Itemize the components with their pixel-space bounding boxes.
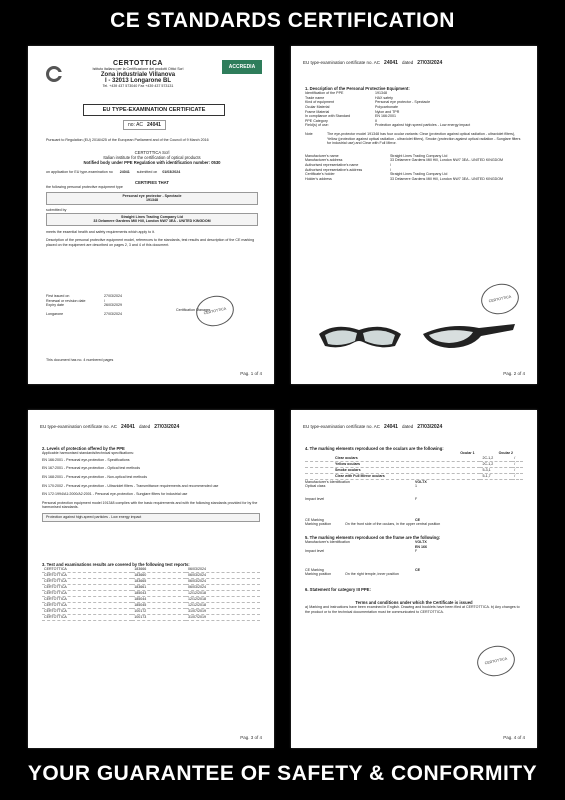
header-no: 24041 xyxy=(384,60,398,66)
place-label: Longarone xyxy=(46,311,64,316)
frame-impact-row xyxy=(305,549,523,554)
page-header xyxy=(303,424,446,430)
ppe-field-value: Polycarbonate xyxy=(375,104,398,109)
manufacturer-label: Authorised representative's name xyxy=(305,162,359,167)
manufacturer-label: Certificate's holder xyxy=(305,172,335,177)
header-date: 27/03/2024 xyxy=(417,424,443,430)
ppe-field-label: Identification of the PPE xyxy=(305,91,344,96)
ppe-description xyxy=(305,86,523,181)
manufacturer-label: Authorised representative's address xyxy=(305,167,363,172)
note-text: The eye-protector model 191348 has four ocular variants: Clear (protection against optical radiation - ultraviolet filters), Yellow (protection against optical radiation - ultraviolet filters), Smoke (protection against optical radiation - Sunglare filters for industrial use) and Clear with Full Mirror. xyxy=(327,131,521,146)
terms-title: Terms and conditions under which the Certificate is issued xyxy=(355,600,473,606)
issuer-block xyxy=(46,150,258,166)
test-report-date: 06/03/2024 xyxy=(186,578,260,584)
org-name: CERTOTTICA xyxy=(113,60,163,67)
header-no: 24041 xyxy=(384,424,398,430)
notified-body: Notified body under PPE Regulation with identification number: 0530 xyxy=(83,160,221,166)
certifies-heading: CERTIFIES THAT xyxy=(135,180,169,185)
page-header xyxy=(40,424,183,430)
manufacturer-value: / xyxy=(390,162,391,167)
standards-list xyxy=(42,458,260,497)
test-report-no: 185044 xyxy=(132,596,186,602)
header-date: 27/03/2024 xyxy=(154,424,180,430)
submitted-date: 01/03/2024 xyxy=(162,170,181,174)
manufacturer-value: 33 Delamere Gardens Mill Hill, London NW7 3EA - UNITED KINGDOM xyxy=(390,158,504,163)
variants-table xyxy=(305,456,523,480)
org-address: I - 32013 Longarone BL xyxy=(104,77,171,84)
place-row xyxy=(46,312,146,317)
test-reports-table xyxy=(42,567,260,621)
manufacturer-label: Manufacturer's name xyxy=(305,153,339,158)
manufacturer-row xyxy=(305,177,523,182)
certificate-page-3 xyxy=(28,410,274,748)
test-report-lab: CERTOTTICA xyxy=(42,578,132,584)
variant-name: Smoke oculars xyxy=(305,467,480,473)
section-2-title: 2. Levels of protection offered by the PPE xyxy=(42,446,125,451)
renewal-label: Renewal or revision date xyxy=(46,298,86,303)
company-address: 33 Delamere Gardens Mill Hill, London NW7 3EA - UNITED KINGDOM xyxy=(93,219,211,224)
header-no: 24041 xyxy=(121,424,135,430)
test-report-lab: CERTOTTICA xyxy=(42,590,132,596)
test-report-no: 183660 xyxy=(132,572,186,578)
ppe-field-label: In compliance with Standard xyxy=(305,114,351,119)
test-report-date: 31/07/2019 xyxy=(186,614,260,620)
certificate-page-4 xyxy=(291,410,537,748)
manufacturer-label: Manufacturer's address xyxy=(305,158,343,163)
manufacturer-value: Straight Lines Trading Company Ltd xyxy=(390,172,448,177)
optical-class-row xyxy=(305,484,523,489)
standard-item: EN 166:2001 - Personal eye-protection - Specifications xyxy=(42,457,130,462)
page-number: Pag. 4 of 4 xyxy=(503,735,525,740)
impact-row xyxy=(305,497,523,502)
certifies-sub: the following personal protective equipment type xyxy=(46,185,123,190)
frame-impact-label: Impact level xyxy=(305,549,325,554)
app-no: 24041 xyxy=(119,170,130,174)
section-6-title: 6. Statement for category III PPE: xyxy=(305,586,371,592)
test-report-date: 31/07/2019 xyxy=(186,608,260,614)
test-report-no: 185043 xyxy=(132,590,186,596)
test-report-lab: CERTOTTICA xyxy=(42,572,132,578)
ppe-field-value: Personal eye protector - Spectacle xyxy=(375,100,431,105)
frame-pos-row xyxy=(305,572,523,577)
test-report-lab: CERTOTTICA xyxy=(42,584,132,590)
accredia-logo: ACCREDIA xyxy=(222,60,262,74)
test-report-no: 100172 xyxy=(132,608,186,614)
company-box xyxy=(46,213,258,226)
ppe-field-value: EN 166:2001 xyxy=(375,114,396,119)
test-report-date: 12/12/2018 xyxy=(186,602,260,608)
standard-item: EN 168:2001 - Personal eye-protection - Non-optical test methods xyxy=(42,474,148,479)
ppe-field-label: Field(s) of use: xyxy=(305,123,329,128)
frame-pos-value: On the right temple, inner position xyxy=(345,572,399,577)
company-name: Straight Lines Trading Company Ltd xyxy=(121,214,183,219)
variant-ocular-1: 2C-1,2 xyxy=(480,456,512,462)
ce-value: CE xyxy=(415,517,420,522)
protection-box: Protection against high-speed particles - Low energy impact xyxy=(42,513,260,522)
ppe-field-value: Protection against high speed particles - Low energy impact xyxy=(375,123,471,128)
compliance-text: Personal protection equipment model 191348 complies with the basic requirements and with the following standards provided for by the harmonised standards. xyxy=(42,500,258,510)
frame-ce-label: CE Marking xyxy=(305,567,324,572)
manufacturer-value: / xyxy=(390,167,391,172)
variant-ocular-2: / xyxy=(512,467,523,473)
mfr-id-label: Manufacturer's Identification xyxy=(305,479,350,484)
note-row xyxy=(305,132,523,146)
test-report-no: 185045 xyxy=(132,602,186,608)
app-label: on application for EU type-examination no xyxy=(46,170,113,174)
header-dated: dated xyxy=(401,60,414,65)
signature-label: Certification Manager xyxy=(176,308,211,312)
variant-name: Clear oculars xyxy=(305,456,480,462)
page-number: Pag. 2 of 4 xyxy=(503,371,525,376)
optical-class-value: 1 xyxy=(415,484,417,489)
goggle-side-icon xyxy=(419,314,519,356)
ocular-2-header: Ocular 2 xyxy=(498,451,513,456)
renewal-value: / xyxy=(104,298,105,303)
application-line xyxy=(46,170,258,175)
mfr-id-value: VOLTX xyxy=(415,479,427,484)
goggle-front-icon xyxy=(315,316,405,356)
issuer-header xyxy=(78,60,198,88)
submitted-by-label: submitted by xyxy=(46,207,67,212)
product-box xyxy=(46,192,258,205)
ppe-field-label: Ocular Material xyxy=(305,104,330,109)
section-3-title: 3. Test and examinations results are covered by the following test reports: xyxy=(42,561,190,567)
page-number: Pag. 3 of 4 xyxy=(240,735,262,740)
certottica-stamp: CERTOTTICA xyxy=(474,642,517,679)
test-report-date: 06/03/2024 xyxy=(186,584,260,590)
header-date: 27/03/2024 xyxy=(417,60,443,66)
ppe-field-value: II xyxy=(375,118,377,123)
test-report-no: 100173 xyxy=(132,614,186,620)
description-text: Description of the personal protective equipment model, references to the standards, test results and description of the CE marking placed on the equipment are described on pages 2, 3 and 4 of this document. xyxy=(46,238,255,247)
ocular-1-header: Ocular 1 xyxy=(460,451,475,456)
manufacturer-fields xyxy=(305,154,523,182)
ppe-field-label: Kind of equipment xyxy=(305,100,334,105)
test-report-lab: CERTOTTICA xyxy=(42,567,132,573)
issuer-name: CERTOTTICA Scrl xyxy=(134,150,170,155)
certificate-number xyxy=(123,120,166,130)
variant-name: Yellow oculars xyxy=(305,461,480,467)
expiry-row xyxy=(46,303,146,308)
frame-impact-value: F xyxy=(415,549,418,554)
dates-block xyxy=(46,294,146,316)
frame-mfr-value: VOLTX xyxy=(415,539,427,544)
certificate-page-1 xyxy=(28,46,274,384)
note-label: Note xyxy=(305,131,313,136)
standard-item: EN 170:2002 - Personal eye-protection - Ultraviolet filters - Transmittance requirements and recommended use xyxy=(42,483,219,488)
header-label: EU type-examination certificate no. AC xyxy=(303,60,381,65)
ppe-field-value: Nylon and TPR xyxy=(375,109,400,114)
variant-ocular-1: 2C-1,2 xyxy=(480,461,512,467)
marking-pos-value: On the front side of the oculars, in the upper central position xyxy=(345,522,441,527)
ce-label: CE Marking xyxy=(305,517,324,522)
place-date: 27/03/2024 xyxy=(104,311,122,316)
variant-ocular-2: / xyxy=(512,473,523,479)
optical-class-label: Optical class xyxy=(305,484,326,489)
issuer-desc: Italian institute for the certification of optical products xyxy=(103,155,201,161)
expiry-label: Expiry date xyxy=(46,303,64,308)
marking-pos-row xyxy=(305,522,523,527)
variant-row xyxy=(305,473,523,479)
first-issued-label: First issued on xyxy=(46,294,70,298)
certificate-page-2 xyxy=(291,46,537,384)
test-report-date: 12/12/2018 xyxy=(186,596,260,602)
test-report-lab: CERTOTTICA xyxy=(42,602,132,608)
product-model: 191348 xyxy=(146,198,158,203)
test-report-lab: CERTOTTICA xyxy=(42,608,132,614)
manufacturer-label: Holder's address xyxy=(305,176,332,181)
marking-pos-label: Marking position xyxy=(305,522,332,527)
org-subtitle: Istituto italiano per la Certificazione dei prodotti Ottici Scrl xyxy=(92,67,184,71)
section-1-title: 1. Description of the Personal Protective Equipment: xyxy=(305,86,410,91)
test-report-date: 12/12/2018 xyxy=(186,590,260,596)
cert-no-value: 24041 xyxy=(147,122,161,128)
meets-text: meets the essential health and safety requirements which apply to it. xyxy=(46,229,155,234)
impact-value: F xyxy=(415,496,418,501)
pursuant-text: Pursuant to Regulation (EU) 2016/425 of the European Parliament and of the Council of 9 March 2016 xyxy=(46,138,209,142)
header-dated: dated xyxy=(138,424,151,429)
ppe-field-label: Trade name xyxy=(305,95,325,100)
variant-ocular-1: 5-1,7 xyxy=(480,473,512,479)
top-banner: CE STANDARDS CERTIFICATION xyxy=(110,9,455,32)
product-name: Personal eye protector - Spectacle xyxy=(122,193,182,198)
standard-item: EN 167:2001 - Personal eye-protection - Optical test methods xyxy=(42,466,141,471)
protection-levels xyxy=(42,446,260,621)
frame-ce-value: CE xyxy=(415,567,420,572)
ppe-field-label: PPE Category xyxy=(305,118,328,123)
ppe-fields xyxy=(305,91,523,128)
ppe-field-row xyxy=(305,123,523,128)
variant-ocular-1: 5-3,1 xyxy=(480,467,512,473)
impact-label: Impact level xyxy=(305,496,325,501)
frame-mfr-label: Manufacturer's Identification xyxy=(305,539,350,544)
test-report-row xyxy=(42,614,260,620)
marking-section xyxy=(305,446,523,615)
manufacturer-value: 33 Delamere Gardens Mill Hill, London NW7 3EA - UNITED KINGDOM xyxy=(390,176,504,181)
test-report-no: 183666 xyxy=(132,567,186,573)
ppe-field-value: 191348 xyxy=(375,91,387,96)
manufacturer-value: Straight Lines Trading Company Ltd xyxy=(390,153,448,158)
footer-note: This document has no. 4 numbered pages xyxy=(46,358,114,362)
first-issued-value: 27/03/2024 xyxy=(104,294,122,298)
org-zona: Zona industriale Villanova xyxy=(100,71,176,78)
section-5-title: 5. The marking elements reproduced on the frame are the following: xyxy=(305,534,441,540)
certottica-stamp: CERTOTTICA xyxy=(478,280,521,317)
test-report-no: 183665 xyxy=(132,578,186,584)
certottica-stamp: CERTOTTICA xyxy=(193,292,236,329)
frame-std-value: EN 166 xyxy=(415,544,427,549)
cert-no-label: no: AC xyxy=(128,122,144,128)
standard-item: EN 172:1994/A1:2000/A2:2001 - Personal eye-protection - Sunglare filters for industrial use xyxy=(42,492,188,497)
header-label: EU type-examination certificate no. AC xyxy=(303,424,381,429)
ppe-field-value: HAX safety xyxy=(375,95,393,100)
variant-ocular-2: / xyxy=(512,456,523,462)
certottica-logo-icon xyxy=(46,66,62,82)
test-report-date: 06/03/2024 xyxy=(186,572,260,578)
variant-ocular-2: / xyxy=(512,461,523,467)
section-4-title: 4. The marking elements reproduced on the oculars are the following: xyxy=(305,446,444,451)
test-report-lab: CERTOTTICA xyxy=(42,596,132,602)
test-report-date: 06/03/2024 xyxy=(186,567,260,573)
page-header xyxy=(303,60,446,66)
submitted-label: submitted on xyxy=(136,170,158,174)
header-label: EU type-examination certificate no. AC xyxy=(40,424,118,429)
ppe-field-label: Frame Material xyxy=(305,109,330,114)
frame-pos-label: Marking position xyxy=(305,572,332,577)
org-tel: Tel. +439 437 573040 Fax +439 437 573131 xyxy=(102,83,174,88)
test-report-lab: CERTOTTICA xyxy=(42,614,132,620)
bottom-banner: YOUR GUARANTEE OF SAFETY & CONFORMITY xyxy=(27,762,538,785)
variant-name: Clear with Full Mirror oculars xyxy=(305,473,480,479)
certificate-title: EU TYPE-EXAMINATION CERTIFICATE xyxy=(83,104,225,116)
test-report-no: 183661 xyxy=(132,584,186,590)
certifies-block xyxy=(46,180,258,248)
terms-text: a) Marking and instructions have been examined in English. Drawing and booklets have been filed at CERTOTTICA. b) Any changes to the product or to the technical documentation must be communicated to CERTOTTICA. xyxy=(305,605,520,614)
page-number: Pag. 1 of 4 xyxy=(240,371,262,376)
expiry-value: 26/03/2029 xyxy=(104,303,122,308)
applicable-label: Applicable harmonised standards/technical specifications: xyxy=(42,451,134,456)
header-dated: dated xyxy=(401,424,414,429)
